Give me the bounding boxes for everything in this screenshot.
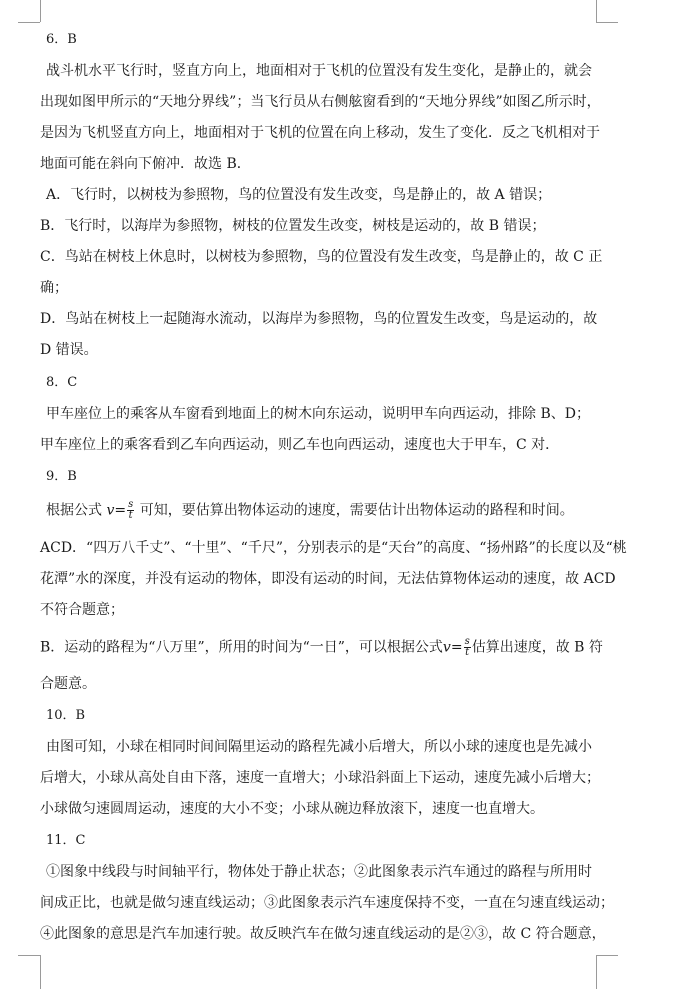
formula-fraction — [464, 637, 471, 658]
text-line: D 错误。 — [40, 342, 98, 358]
text-segment: B．运动的路程为“八万里”，所用的时间为“一日”，可以根据公式 — [40, 639, 443, 656]
option-b-line: B．飞行时，以海岸为参照物，树枝的位置发生改变，树枝是运动的，故 B 错误； — [40, 218, 546, 234]
formula-line — [40, 637, 603, 658]
text-line: 确； — [40, 280, 68, 296]
formula-line — [46, 500, 574, 521]
formula-fraction — [127, 500, 134, 521]
formula-variable-v: v — [442, 639, 451, 656]
text-line: ④此图象的意思是汽车加速行驶。故反映汽车在做匀速直线运动的是②③，故 C 符合题意， — [40, 926, 606, 942]
crop-mark-bottom-left-vertical — [40, 955, 41, 989]
text-segment: 可知，要估算出物体运动的速度，需要估计出物体运动的路程和时间。 — [139, 502, 574, 519]
text-line: 地面可能在斜向下俯冲．故选 B． — [40, 156, 251, 172]
text-line: 花潭”水的深度，并没有运动的物体，即没有运动的时间，无法估算物体运动的速度，故 ACD — [40, 571, 616, 587]
crop-mark-top-right-vertical — [596, 0, 597, 22]
text-line: 是因为飞机竖直方向上，地面相对于飞机的位置在向上移动，发生了变化．反之飞机相对于 — [40, 125, 600, 141]
formula-numerator: s — [128, 499, 134, 510]
text-segment: 根据公式 — [46, 502, 102, 519]
crop-mark-top-right-horizontal — [596, 22, 618, 23]
formula-denominator: t — [128, 510, 133, 521]
text-line: 甲车座位上的乘客看到乙车向西运动，则乙车也向西运动，速度也大于甲车，C 对． — [40, 437, 560, 453]
text-line: 间成正比，也就是做匀速直线运动；③此图象表示汽车速度保持不变，一直在匀速直线运动； — [40, 895, 614, 911]
text-line: 小球做匀速圆周运动，速度的大小不变；小球从碗边释放滚下，速度一也直增大。 — [40, 801, 544, 817]
formula-equals: = — [450, 639, 463, 656]
crop-mark-bottom-left-horizontal — [18, 955, 40, 956]
answer-6-heading: 6．B — [46, 32, 77, 47]
formula-denominator: t — [465, 647, 470, 658]
text-line: 出现如图甲所示的“天地分界线”；当飞行员从右侧舷窗看到的“天地分界线”如图乙所示时， — [40, 94, 601, 110]
crop-mark-bottom-right-vertical — [596, 955, 597, 989]
text-segment: 估算出速度，故 B 符 — [471, 639, 603, 656]
text-line: 由图可知，小球在相同时间间隔里运动的路程先减小后增大，所以小球的速度也是先减小 — [46, 739, 592, 755]
crop-mark-top-left-vertical — [40, 0, 41, 22]
text-line: 战斗机水平飞行时，竖直方向上，地面相对于飞机的位置没有发生变化，是静止的，就会 — [46, 63, 592, 79]
text-line: 甲车座位上的乘客从车窗看到地面上的树木向东运动，说明甲车向西运动，排除 B、D； — [46, 406, 590, 422]
text-line: 不符合题意； — [40, 602, 124, 618]
crop-mark-top-left-horizontal — [18, 22, 40, 23]
text-line: ACD．“四万八千丈”、“十里”、“千尺”，分别表示的是“天台”的高度、“扬州路”的长度以及“桃 — [40, 540, 627, 556]
answer-8-heading: 8．C — [46, 375, 78, 390]
text-line: 后增大，小球从高处自由下落，速度一直增大；小球沿斜面上下运动，速度先减小后增大； — [40, 770, 600, 786]
text-line: ①图象中线段与时间轴平行，物体处于静止状态；②此图象表示汽车通过的路程与所用时 — [46, 864, 592, 880]
formula-variable-v: v — [106, 502, 115, 519]
crop-mark-bottom-right-horizontal — [596, 955, 618, 956]
answer-11-heading: 11．C — [46, 833, 86, 848]
formula-numerator: s — [464, 636, 470, 647]
option-d-line: D．鸟站在树枝上一起随海水流动，以海岸为参照物，鸟的位置发生改变，鸟是运动的，故 — [40, 311, 598, 327]
option-a-line: A．飞行时，以树枝为参照物，鸟的位置没有发生改变，鸟是静止的，故 A 错误； — [46, 187, 552, 203]
answer-10-heading: 10．B — [46, 708, 86, 723]
answer-9-heading: 9．B — [46, 469, 77, 484]
formula-equals: = — [114, 502, 127, 519]
option-c-line: C．鸟站在树枝上休息时，以树枝为参照物，鸟的位置没有发生改变，鸟是静止的，故 C 正 — [40, 249, 603, 265]
text-line: 合题意。 — [40, 676, 96, 692]
